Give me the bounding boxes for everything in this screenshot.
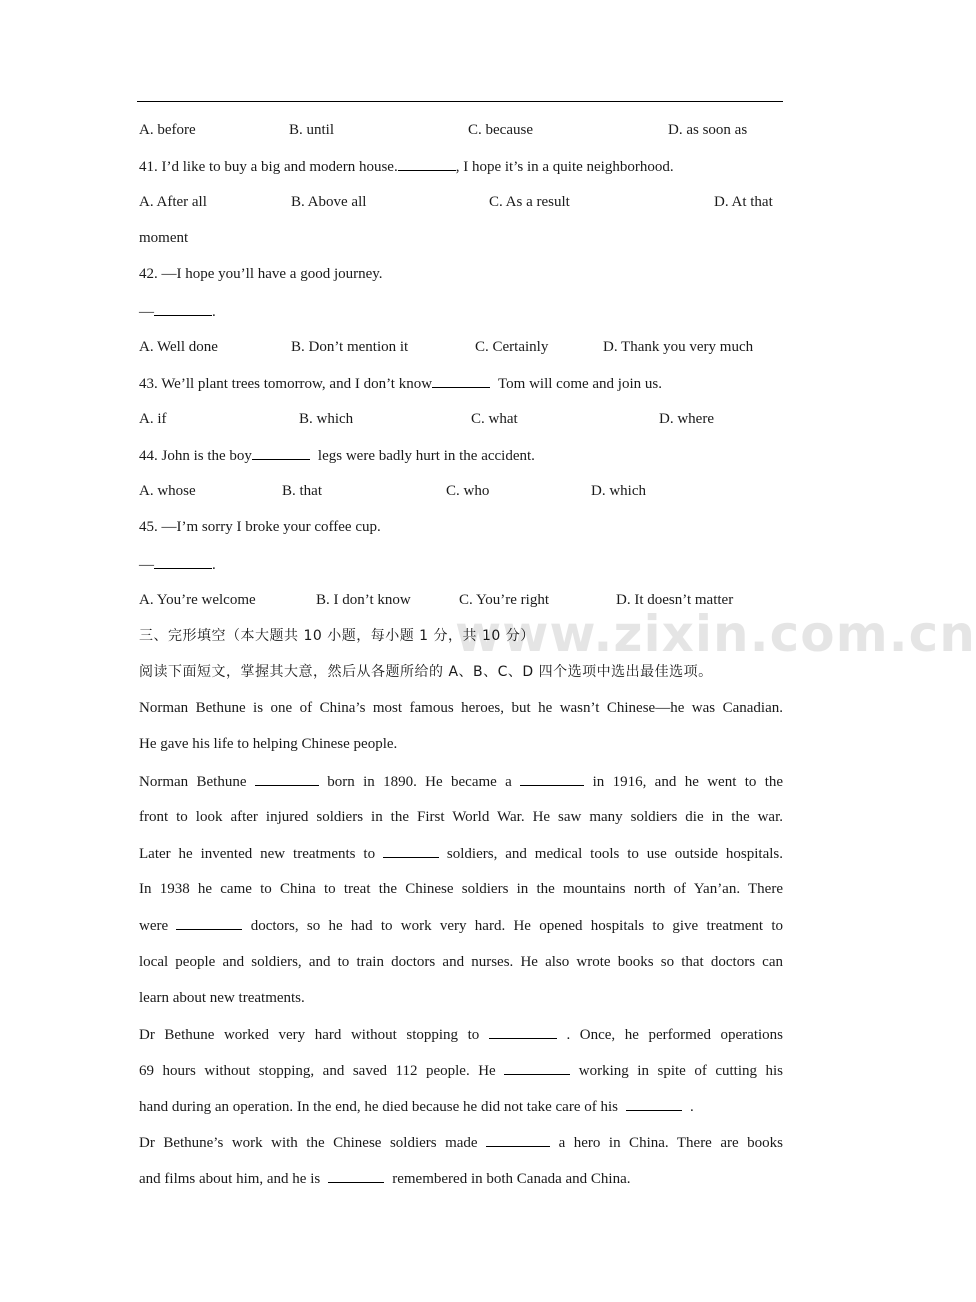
q41-option-d: D. At that	[714, 194, 773, 210]
q44-option-a: A. whose	[139, 483, 196, 499]
passage-p3-line2	[139, 915, 783, 936]
passage-text: Dr Bethune’s work with the Chinese soldiers made	[139, 1135, 478, 1151]
q45-option-a: A. You’re welcome	[139, 592, 256, 608]
q44-stem	[139, 445, 783, 466]
q41-option-a: A. After all	[139, 194, 207, 210]
passage-text: soldiers, and medical tools to use outside hospitals.	[446, 846, 784, 862]
cloze-blank-9	[328, 1168, 384, 1183]
cloze-blank-1	[255, 771, 319, 786]
header-rule	[137, 101, 783, 102]
q42-option-a: A. Well done	[139, 339, 218, 355]
q43-stem	[139, 373, 783, 394]
passage-p1-line2: He gave his life to helping Chinese people.	[139, 736, 398, 752]
passage-p5-line2	[139, 1168, 783, 1189]
q43-option-c: C. what	[471, 411, 518, 427]
section-instruction: 阅读下面短文，掌握其大意，然后从各题所给的 A、B、C、D 四个选项中选出最佳选项。	[139, 664, 713, 680]
passage-p2-line2: front to look after injured soldiers in the First World War. He saw many soldiers die in the war.	[139, 809, 783, 825]
passage-p2-line1	[139, 771, 783, 792]
q42-stem: 42. —I hope you’ll have a good journey.	[139, 266, 383, 282]
q43-stem-end: Tom will come and join us.	[498, 376, 662, 392]
q42-blank	[154, 301, 212, 316]
cloze-blank-5	[489, 1024, 557, 1039]
passage-text: in 1916, and he went to the	[592, 774, 784, 790]
passage-text: . Once, he performed operations	[566, 1027, 784, 1043]
cloze-blank-6	[504, 1060, 570, 1075]
q43-blank	[432, 373, 490, 388]
passage-text: Later he invented new treatments to	[139, 846, 376, 862]
passage-p3-line3: local people and soldiers, and to train doctors and nurses. He also wrote books so that doctors can	[139, 954, 783, 970]
cloze-blank-7	[626, 1096, 682, 1111]
q41-blank	[398, 156, 456, 171]
q44-stem-start: 44. John is the boy	[139, 448, 252, 464]
q41-option-d-wrap: moment	[139, 230, 189, 246]
passage-p1-line1: Norman Bethune is one of China’s most famous heroes, but he wasn’t Chinese—he was Canadian.	[139, 700, 783, 716]
q44-option-d: D. which	[591, 483, 646, 499]
q45-reply-end: .	[212, 557, 216, 573]
q43-option-d: D. where	[659, 411, 714, 427]
q41-stem-end: , I hope it’s in a quite neighborhood.	[455, 159, 674, 175]
q44-option-c: C. who	[446, 483, 490, 499]
q45-option-d: D. It doesn’t matter	[616, 592, 734, 608]
passage-text: doctors, so he had to work very hard. He opened hospitals to give treatment to	[250, 918, 784, 934]
passage-p4-line1	[139, 1024, 783, 1045]
q42-reply-end: .	[212, 304, 216, 320]
passage-p3-line4: learn about new treatments.	[139, 990, 305, 1006]
passage-text: were	[139, 918, 169, 934]
q44-stem-end: legs were badly hurt in the accident.	[317, 448, 535, 464]
passage-text: born in 1890. He became a	[327, 774, 512, 790]
cloze-blank-4	[176, 915, 242, 930]
q45-option-b: B. I don’t know	[316, 592, 411, 608]
q44-option-b: B. that	[282, 483, 322, 499]
q42-reply-dash: —	[139, 304, 154, 320]
passage-text: .	[690, 1099, 694, 1115]
passage-text: and films about him, and he is	[139, 1171, 321, 1187]
cloze-blank-2	[520, 771, 584, 786]
passage-text: working in spite of cutting his	[578, 1063, 784, 1079]
q40-option-d: D. as soon as	[668, 122, 748, 138]
passage-text: hand during an operation. In the end, he died because he did not take care of his	[139, 1099, 618, 1115]
q43-option-b: B. which	[299, 411, 354, 427]
passage-text: Norman Bethune	[139, 774, 247, 790]
section-heading: 三、完形填空（本大题共 10 小题，每小题 1 分，共 10 分）	[139, 628, 535, 644]
q41-option-b: B. Above all	[291, 194, 367, 210]
q42-option-c: C. Certainly	[475, 339, 549, 355]
passage-p4-line2	[139, 1060, 783, 1081]
q45-blank	[154, 554, 212, 569]
passage-p4-line3	[139, 1096, 783, 1117]
q42-option-d: D. Thank you very much	[603, 339, 754, 355]
q41-option-c: C. As a result	[489, 194, 570, 210]
q41-stem-start: 41. I’d like to buy a big and modern house.	[139, 159, 398, 175]
q41-stem	[139, 156, 783, 177]
q45-option-c: C. You’re right	[459, 592, 550, 608]
passage-p2-line3	[139, 843, 783, 864]
q45-reply-dash: —	[139, 557, 154, 573]
q44-blank	[252, 445, 310, 460]
q40-option-b: B. until	[289, 122, 335, 138]
q45-stem: 45. —I’m sorry I broke your coffee cup.	[139, 519, 381, 535]
passage-text: 69 hours without stopping, and saved 112 people. He	[139, 1063, 496, 1079]
passage-text: remembered in both Canada and China.	[392, 1171, 631, 1187]
watermark: www.zixin.com.cn	[455, 605, 976, 663]
passage-text: a hero in China. There are books	[558, 1135, 783, 1151]
passage-p3-line1: In 1938 he came to China to treat the Chinese soldiers in the mountains north of Yan’an. There	[139, 881, 783, 897]
q43-option-a: A. if	[139, 411, 167, 427]
q42-option-b: B. Don’t mention it	[291, 339, 409, 355]
q43-stem-start: 43. We’ll plant trees tomorrow, and I don’t know	[139, 376, 433, 392]
q40-option-a: A. before	[139, 122, 196, 138]
q40-option-c: C. because	[468, 122, 533, 138]
passage-p5-line1	[139, 1132, 783, 1153]
q42-reply	[139, 301, 783, 322]
q45-reply	[139, 554, 783, 575]
passage-text: Dr Bethune worked very hard without stopping to	[139, 1027, 480, 1043]
cloze-blank-3	[383, 843, 439, 858]
cloze-blank-8	[486, 1132, 550, 1147]
